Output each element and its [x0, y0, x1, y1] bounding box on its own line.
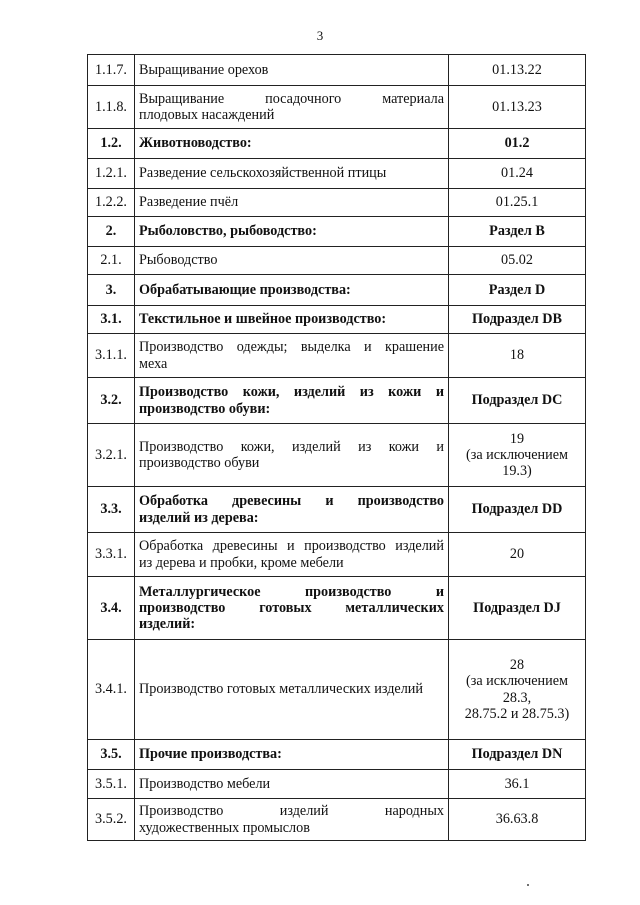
activity-name — [135, 533, 449, 577]
table-row — [88, 799, 586, 841]
activity-name — [135, 86, 449, 129]
activity-name-line: плодовых насаждений — [139, 107, 275, 123]
okved-code — [449, 247, 586, 275]
activity-name — [135, 640, 449, 740]
row-number: 3.2.1. — [88, 424, 135, 487]
okved-code-line: (за исключением — [466, 446, 568, 463]
okved-code-line: Раздел B — [489, 223, 545, 240]
activity-name-line: Животноводство: — [139, 135, 252, 152]
okved-code-line: Подраздел DB — [471, 311, 562, 328]
table-row — [88, 159, 586, 189]
activity-name — [135, 740, 449, 770]
row-number: 3.4. — [88, 577, 135, 640]
activity-name-line: Производство изделий народных — [139, 803, 444, 820]
table-row — [88, 640, 586, 740]
okved-code — [449, 378, 586, 424]
okved-code — [449, 275, 586, 306]
okved-code-line: 05.02 — [501, 252, 533, 269]
activity-name — [135, 334, 449, 378]
activity-name-line: Прочие производства: — [139, 746, 282, 763]
okved-code — [449, 533, 586, 577]
okved-code-line: 36.1 — [504, 775, 530, 792]
activity-name — [135, 55, 449, 86]
activity-name-line: производство обуви — [139, 455, 260, 471]
activity-name-line: Текстильное и швейное производство: — [139, 311, 387, 328]
okved-code-line: 18 — [509, 347, 525, 364]
activity-name-line: Рыболовство, рыбоводство: — [139, 223, 317, 240]
okved-code-line: Подраздел DN — [471, 746, 563, 763]
okved-code — [449, 189, 586, 217]
activity-name — [135, 189, 449, 217]
okved-code-line: 28.75.2 и 28.75.3) — [464, 705, 570, 722]
activity-name — [135, 487, 449, 533]
okved-code — [449, 424, 586, 487]
activity-name-line: производство готовых металлических — [139, 599, 444, 616]
okved-code — [449, 86, 586, 129]
activity-name-line: художественных промыслов — [139, 819, 310, 836]
okved-code-line: Подраздел DD — [471, 501, 563, 518]
activity-name-line: Обработка древесины и производство изделий — [139, 538, 444, 555]
okved-code — [449, 770, 586, 799]
table-row — [88, 189, 586, 217]
activity-name-line: Металлургическое производство и — [139, 583, 444, 600]
okved-code-line: 01.25.1 — [495, 194, 539, 211]
activity-name — [135, 129, 449, 159]
table-row — [88, 217, 586, 247]
okved-code-line: 01.2 — [504, 135, 530, 152]
row-number: 3.5. — [88, 740, 135, 770]
activity-name-line: Производство мебели — [139, 775, 271, 792]
table-row — [88, 334, 586, 378]
okved-code-line: 19.3) — [502, 463, 532, 480]
table-row — [88, 424, 586, 487]
table-row — [88, 306, 586, 334]
activity-name-line: Разведение пчёл — [139, 194, 239, 211]
okved-code-line: 20 — [509, 546, 525, 563]
activity-name-line: Обрабатывающие производства: — [139, 281, 351, 298]
okved-code-line: 01.13.23 — [492, 98, 542, 115]
activity-name-line: меха — [139, 355, 168, 372]
okved-code-line: Подраздел DJ — [473, 599, 561, 616]
row-number: 3. — [88, 275, 135, 306]
okved-code-line: 36.63.8 — [495, 811, 539, 828]
okved-code-line: Подраздел DC — [471, 392, 563, 409]
okved-code — [449, 799, 586, 841]
row-number: 3.2. — [88, 378, 135, 424]
table-row — [88, 740, 586, 770]
activity-name — [135, 770, 449, 799]
page-number: 3 — [316, 28, 324, 43]
table-row — [88, 275, 586, 306]
activity-name — [135, 159, 449, 189]
table-row — [88, 577, 586, 640]
okved-code-line: 28 — [509, 656, 525, 673]
okved-activity-table — [87, 54, 586, 841]
activity-name — [135, 799, 449, 841]
table-row — [88, 487, 586, 533]
table-row — [88, 86, 586, 129]
row-number: 1.2.1. — [88, 159, 135, 189]
activity-name — [135, 247, 449, 275]
activity-name-line: Рыбоводство — [139, 252, 218, 269]
activity-name-line: Производство кожи, изделий из кожи и — [139, 384, 444, 401]
row-number: 3.1. — [88, 306, 135, 334]
okved-code — [449, 306, 586, 334]
okved-code-line: 19 — [509, 430, 525, 447]
row-number: 3.4.1. — [88, 640, 135, 740]
okved-code — [449, 334, 586, 378]
activity-name-line: Выращивание орехов — [139, 61, 269, 78]
okved-code — [449, 129, 586, 159]
okved-code — [449, 740, 586, 770]
row-number: 3.1.1. — [88, 334, 135, 378]
row-number: 3.5.2. — [88, 799, 135, 841]
activity-name-line: Производство готовых металлических изделий — [139, 681, 423, 698]
row-number: 3.3. — [88, 487, 135, 533]
okved-code — [449, 159, 586, 189]
table-body — [88, 55, 586, 841]
activity-name-line: изделий из дерева: — [139, 509, 259, 526]
okved-code — [449, 487, 586, 533]
table-row — [88, 247, 586, 275]
okved-code — [449, 640, 586, 740]
activity-name — [135, 306, 449, 334]
activity-name — [135, 275, 449, 306]
okved-code — [449, 55, 586, 86]
activity-name — [135, 577, 449, 640]
activity-name-line: изделий: — [139, 616, 196, 633]
okved-code-line: (за исключением — [466, 673, 568, 690]
activity-name-line: из дерева и пробки, кроме мебели — [139, 554, 344, 571]
scan-speck — [527, 884, 529, 886]
okved-code-line: Раздел D — [488, 281, 546, 298]
activity-name-line: производство обуви: — [139, 400, 271, 417]
okved-code-line: 28.3, — [502, 689, 532, 706]
okved-code-line: 01.13.22 — [492, 61, 542, 78]
row-number: 3.5.1. — [88, 770, 135, 799]
activity-name-line: Обработка древесины и производство — [139, 493, 444, 510]
row-number: 2. — [88, 217, 135, 247]
row-number: 3.3.1. — [88, 533, 135, 577]
activity-name-line: Производство кожи, изделий из кожи и — [139, 438, 444, 455]
row-number: 1.1.7. — [88, 55, 135, 86]
okved-code — [449, 577, 586, 640]
okved-code — [449, 217, 586, 247]
row-number: 2.1. — [88, 247, 135, 275]
table-row — [88, 129, 586, 159]
table-row — [88, 533, 586, 577]
table-row — [88, 770, 586, 799]
activity-name — [135, 217, 449, 247]
table-row — [88, 55, 586, 86]
row-number: 1.2. — [88, 129, 135, 159]
activity-name — [135, 378, 449, 424]
activity-name-line: Производство одежды; выделка и крашение — [139, 339, 444, 356]
activity-name-line: Выращивание посадочного материала — [139, 90, 444, 107]
activity-name — [135, 424, 449, 487]
okved-code-line: 01.24 — [501, 165, 533, 182]
activity-name-line: Разведение сельскохозяйственной птицы — [139, 165, 387, 182]
table-row — [88, 378, 586, 424]
row-number: 1.2.2. — [88, 189, 135, 217]
row-number: 1.1.8. — [88, 86, 135, 129]
